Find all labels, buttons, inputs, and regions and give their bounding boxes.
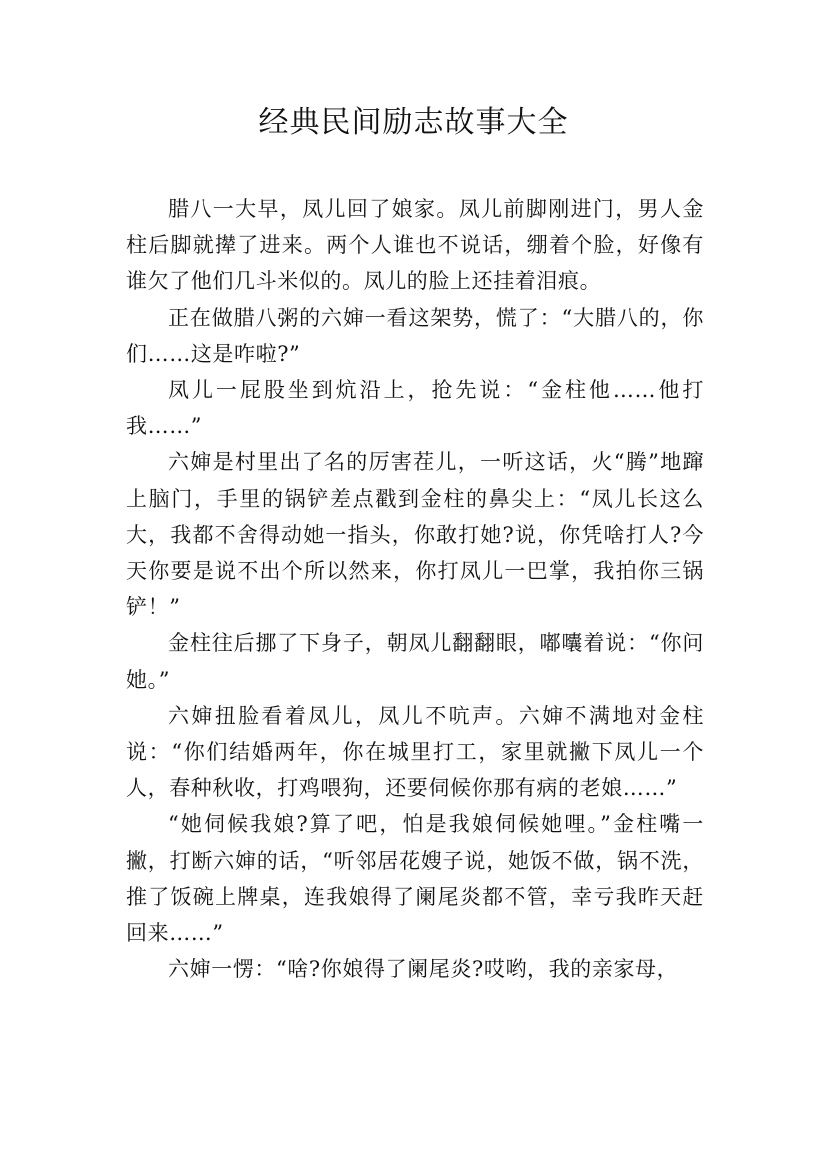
paragraph: “她伺候我娘?算了吧，怕是我娘伺候她哩。”金柱嘴一撇，打断六婶的话，“听邻居花嫂子说，她饭不做，锅不洗，推了饭碗上牌桌，连我娘得了阑尾炎都不管，幸亏我昨天赶回来……” xyxy=(126,812,704,946)
document-title: 经典民间励志故事大全 xyxy=(258,105,569,140)
paragraph: 正在做腊八粥的六婶一看这架势，慌了：“大腊八的，你们……这是咋啦?” xyxy=(126,305,704,366)
paragraph: 金柱往后挪了下身子，朝凤儿翻翻眼，嘟囔着说：“你问她。” xyxy=(126,631,704,692)
paragraph: 腊八一大早，凤儿回了娘家。凤儿前脚刚进门，男人金柱后脚就撵了进来。两个人谁也不说话，绷着个脸，好像有谁欠了他们几斗米似的。凤儿的脸上还挂着泪痕。 xyxy=(126,197,704,294)
paragraph: 六婶一愣：“啥?你娘得了阑尾炎?哎哟，我的亲家母， xyxy=(168,957,679,982)
paragraph: 凤儿一屁股坐到炕沿上，抢先说：“金柱他……他打我……” xyxy=(126,378,704,439)
paragraph: 六婶扭脸看着凤儿，凤儿不吭声。六婶不满地对金柱说：“你们结婚两年，你在城里打工，家里就撇下凤儿一个人，春种秋收，打鸡喂狗，还要伺候你那有病的老娘……” xyxy=(126,703,704,801)
document-body xyxy=(126,191,704,987)
paragraph: 六婶是村里出了名的厉害茬儿，一听这话，火“腾”地蹿上脑门，手里的锅铲差点戳到金柱的鼻尖上：“凤儿长这么大，我都不舍得动她一指头，你敢打她?说，你凭啥打人?今天你要是说不出个所以然来，你打凤儿一巴掌，我拍你三锅铲！” xyxy=(126,450,704,620)
